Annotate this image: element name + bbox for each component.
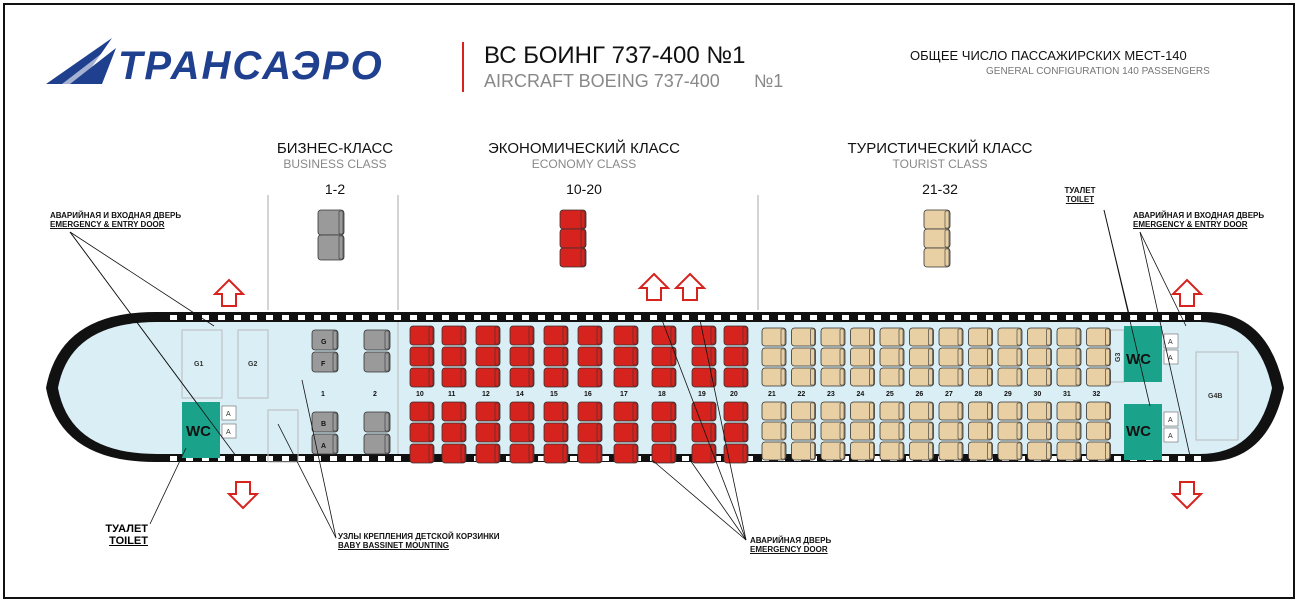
economy-seat[interactable]: [544, 347, 568, 366]
row-number: 32: [1092, 391, 1101, 398]
tourist-seat[interactable]: [1087, 442, 1111, 460]
window: [346, 456, 353, 461]
row-number: 12: [482, 391, 490, 398]
economy-seat[interactable]: [476, 444, 500, 463]
note-en: EMERGENCY DOOR: [750, 545, 828, 554]
tourist-seat[interactable]: [792, 442, 816, 460]
window: [378, 456, 385, 461]
window: [954, 315, 961, 320]
economy-seat[interactable]: [692, 444, 716, 463]
window: [1162, 456, 1169, 461]
tourist-seat[interactable]: [880, 368, 904, 386]
window: [346, 315, 353, 320]
row-number: 28: [974, 391, 983, 398]
tourist-seat[interactable]: [939, 348, 963, 366]
row-number: 11: [448, 391, 456, 398]
wc-label: WC: [1126, 351, 1151, 368]
window: [714, 315, 721, 320]
row-number: 17: [620, 391, 628, 398]
tourist-seat[interactable]: [910, 328, 934, 346]
attendant-seat-label: A: [1168, 339, 1173, 346]
window: [922, 315, 929, 320]
tourist-seat[interactable]: [969, 348, 993, 366]
tourist-seat[interactable]: [792, 422, 816, 440]
tourist-seat[interactable]: [1057, 348, 1081, 366]
economy-seat[interactable]: [724, 347, 748, 366]
class-name-en: ECONOMY CLASS: [531, 157, 637, 171]
tourist-seat[interactable]: [910, 402, 934, 420]
window: [234, 315, 241, 320]
window: [1034, 315, 1041, 320]
window: [442, 315, 449, 320]
economy-seat[interactable]: [692, 423, 716, 442]
row-number: 27: [945, 391, 953, 398]
tourist-seat[interactable]: [792, 328, 816, 346]
tourist-seat[interactable]: [880, 422, 904, 440]
window: [506, 315, 513, 320]
economy-seat[interactable]: [652, 444, 676, 463]
economy-seat[interactable]: [476, 423, 500, 442]
tourist-seat[interactable]: [762, 348, 786, 366]
tourist-seat[interactable]: [821, 422, 845, 440]
legend-seat[interactable]: [318, 210, 344, 235]
tourist-seat[interactable]: [998, 328, 1022, 346]
tourist-seat[interactable]: [880, 348, 904, 366]
logo-text: ТРАНСАЭРО: [118, 44, 384, 88]
class-rows: 1-2: [324, 181, 346, 197]
tourist-seat[interactable]: [851, 368, 875, 386]
tourist-seat[interactable]: [1087, 328, 1111, 346]
window: [986, 315, 993, 320]
class-name-ru: БИЗНЕС-КЛАСС: [276, 140, 394, 157]
title-en-suffix: №1: [754, 71, 784, 91]
attendant-seat-label: A: [226, 411, 231, 418]
window: [1002, 315, 1009, 320]
window: [1114, 315, 1121, 320]
tourist-seat[interactable]: [939, 442, 963, 460]
galley-label: G2: [248, 361, 258, 368]
tourist-seat[interactable]: [880, 328, 904, 346]
tourist-seat[interactable]: [998, 368, 1022, 386]
tourist-seat[interactable]: [851, 402, 875, 420]
exit-arrow-up-icon: [676, 274, 704, 300]
window: [474, 315, 481, 320]
tourist-seat[interactable]: [880, 402, 904, 420]
economy-seat[interactable]: [544, 326, 568, 345]
economy-seat[interactable]: [614, 423, 638, 442]
row-number: 16: [584, 391, 592, 398]
business-seat[interactable]: [364, 352, 390, 372]
window: [1018, 315, 1025, 320]
note-ru: УЗЛЫ КРЕПЛЕНИЯ ДЕТСКОЙ КОРЗИНКИ: [338, 532, 500, 541]
economy-seat[interactable]: [544, 444, 568, 463]
window: [586, 315, 593, 320]
window: [330, 315, 337, 320]
economy-seat[interactable]: [652, 423, 676, 442]
economy-seat[interactable]: [510, 423, 534, 442]
attendant-seat-label: A: [226, 429, 231, 436]
row-number: 23: [827, 391, 835, 398]
window: [314, 315, 321, 320]
economy-seat[interactable]: [652, 368, 676, 387]
economy-seat[interactable]: [410, 347, 434, 366]
tourist-seat[interactable]: [1028, 442, 1052, 460]
tourist-seat[interactable]: [910, 442, 934, 460]
economy-seat[interactable]: [510, 444, 534, 463]
window: [378, 315, 385, 320]
window: [170, 456, 177, 461]
tourist-seat[interactable]: [851, 328, 875, 346]
exit-arrow-up-icon: [215, 280, 243, 306]
exit-arrow-down-icon: [1173, 482, 1201, 508]
tourist-seat[interactable]: [998, 422, 1022, 440]
tourist-seat[interactable]: [969, 442, 993, 460]
economy-seat[interactable]: [692, 347, 716, 366]
window: [282, 315, 289, 320]
window: [522, 315, 529, 320]
window: [298, 315, 305, 320]
window: [250, 456, 257, 461]
window: [1098, 315, 1105, 320]
tourist-seat[interactable]: [792, 402, 816, 420]
economy-seat[interactable]: [442, 423, 466, 442]
window: [634, 315, 641, 320]
note-en: EMERGENCY & ENTRY DOOR: [1133, 220, 1248, 229]
window: [218, 315, 225, 320]
tourist-seat[interactable]: [1087, 348, 1111, 366]
tourist-seat[interactable]: [910, 422, 934, 440]
tourist-seat[interactable]: [1028, 368, 1052, 386]
window: [170, 315, 177, 320]
row-number: 30: [1033, 391, 1042, 398]
window: [458, 315, 465, 320]
tourist-seat[interactable]: [1028, 422, 1052, 440]
economy-seat[interactable]: [614, 326, 638, 345]
note-ru: АВАРИЙНАЯ И ВХОДНАЯ ДВЕРЬ: [50, 211, 182, 220]
class-name-en: TOURIST CLASS: [892, 157, 988, 171]
window: [1178, 456, 1185, 461]
window: [362, 315, 369, 320]
economy-seat[interactable]: [442, 402, 466, 421]
legend-seat[interactable]: [560, 248, 586, 267]
tourist-seat[interactable]: [1057, 402, 1081, 420]
window: [1194, 456, 1201, 461]
seat-letter: G: [321, 339, 327, 346]
window: [266, 315, 273, 320]
row-number: 1: [321, 391, 325, 398]
legend-seat[interactable]: [318, 235, 344, 260]
tourist-seat[interactable]: [939, 422, 963, 440]
galley-label: G4B: [1208, 393, 1223, 400]
window: [1050, 315, 1057, 320]
economy-seat[interactable]: [442, 326, 466, 345]
tourist-seat[interactable]: [910, 348, 934, 366]
row-number: 15: [550, 391, 558, 398]
economy-seat[interactable]: [544, 402, 568, 421]
tourist-seat[interactable]: [1028, 348, 1052, 366]
window: [762, 315, 769, 320]
economy-seat[interactable]: [724, 402, 748, 421]
window: [554, 315, 561, 320]
window: [490, 315, 497, 320]
economy-seat[interactable]: [652, 347, 676, 366]
window: [394, 315, 401, 320]
window: [810, 315, 817, 320]
class-name-ru: ЭКОНОМИЧЕСКИЙ КЛАСС: [487, 140, 681, 157]
economy-seat[interactable]: [410, 326, 434, 345]
tourist-seat[interactable]: [969, 328, 993, 346]
window: [250, 315, 257, 320]
economy-seat[interactable]: [410, 402, 434, 421]
wc-label: WC: [1126, 423, 1151, 440]
window: [1146, 315, 1153, 320]
note-ru: ТУАЛЕТ: [1064, 186, 1096, 195]
window: [330, 456, 337, 461]
economy-seat[interactable]: [614, 402, 638, 421]
business-seat[interactable]: [364, 330, 390, 350]
tourist-seat[interactable]: [998, 348, 1022, 366]
attendant-seat-label: A: [1168, 355, 1173, 362]
economy-seat[interactable]: [724, 326, 748, 345]
window: [730, 315, 737, 320]
title-ru: ВС БОИНГ 737-400 №1: [484, 42, 746, 69]
window: [1082, 315, 1089, 320]
economy-seat[interactable]: [578, 402, 602, 421]
row-number: 10: [416, 391, 424, 398]
window: [234, 456, 241, 461]
window: [746, 315, 753, 320]
window: [266, 456, 273, 461]
class-name-en: BUSINESS CLASS: [283, 157, 387, 171]
exit-arrow-up-icon: [1173, 280, 1201, 306]
economy-seat[interactable]: [442, 368, 466, 387]
row-number: 24: [856, 391, 865, 398]
tourist-seat[interactable]: [1087, 422, 1111, 440]
window: [426, 315, 433, 320]
economy-seat[interactable]: [692, 326, 716, 345]
economy-seat[interactable]: [614, 368, 638, 387]
tourist-seat[interactable]: [939, 328, 963, 346]
economy-seat[interactable]: [510, 402, 534, 421]
row-number: 25: [886, 391, 894, 398]
note-ru: ТУАЛЕТ: [105, 523, 148, 535]
economy-seat[interactable]: [510, 347, 534, 366]
window: [906, 315, 913, 320]
tourist-seat[interactable]: [762, 442, 786, 460]
window: [778, 315, 785, 320]
tourist-seat[interactable]: [851, 422, 875, 440]
window: [858, 315, 865, 320]
row-number: 29: [1004, 391, 1012, 398]
tourist-seat[interactable]: [910, 368, 934, 386]
legend-seat[interactable]: [560, 210, 586, 229]
title-en: AIRCRAFT BOEING 737-400: [484, 71, 720, 91]
tourist-seat[interactable]: [821, 348, 845, 366]
window: [410, 315, 417, 320]
window: [1066, 315, 1073, 320]
window: [890, 315, 897, 320]
window: [842, 315, 849, 320]
galley-label: G3: [1115, 352, 1122, 362]
window: [538, 315, 545, 320]
attendant-seat-label: A: [1168, 433, 1173, 440]
tourist-seat[interactable]: [821, 368, 845, 386]
economy-seat[interactable]: [476, 347, 500, 366]
tourist-seat[interactable]: [762, 422, 786, 440]
class-name-ru: ТУРИСТИЧЕСКИЙ КЛАСС: [847, 140, 1033, 157]
note-en: EMERGENCY & ENTRY DOOR: [50, 220, 165, 229]
row-number: 19: [698, 391, 706, 398]
window: [826, 315, 833, 320]
window: [650, 315, 657, 320]
row-number: 20: [730, 391, 738, 398]
window: [602, 315, 609, 320]
row-number: 14: [516, 391, 524, 398]
note-ru: АВАРИЙНАЯ ДВЕРЬ: [750, 536, 832, 545]
tourist-seat[interactable]: [998, 442, 1022, 460]
economy-seat[interactable]: [544, 368, 568, 387]
legend-seat[interactable]: [924, 229, 950, 248]
window: [394, 456, 401, 461]
window: [938, 315, 945, 320]
tourist-seat[interactable]: [939, 402, 963, 420]
window: [570, 315, 577, 320]
economy-seat[interactable]: [510, 326, 534, 345]
economy-seat[interactable]: [652, 326, 676, 345]
config-ru: ОБЩЕЕ ЧИСЛО ПАССАЖИРСКИХ МЕСТ-140: [910, 48, 1187, 63]
tourist-seat[interactable]: [1087, 368, 1111, 386]
seat-letter: B: [321, 421, 327, 428]
window: [698, 315, 705, 320]
note-ru: АВАРИЙНАЯ И ВХОДНАЯ ДВЕРЬ: [1133, 211, 1265, 220]
window: [1162, 315, 1169, 320]
row-number: 21: [768, 391, 776, 398]
window: [602, 456, 609, 461]
legend-seat[interactable]: [924, 248, 950, 267]
economy-seat[interactable]: [724, 423, 748, 442]
economy-seat[interactable]: [442, 444, 466, 463]
tourist-seat[interactable]: [792, 348, 816, 366]
tourist-seat[interactable]: [821, 442, 845, 460]
economy-seat[interactable]: [544, 423, 568, 442]
window: [1130, 315, 1137, 320]
economy-seat[interactable]: [476, 368, 500, 387]
tourist-seat[interactable]: [821, 402, 845, 420]
window: [362, 456, 369, 461]
tourist-seat[interactable]: [821, 328, 845, 346]
economy-seat[interactable]: [614, 444, 638, 463]
window: [682, 456, 689, 461]
tourist-seat[interactable]: [1087, 402, 1111, 420]
window: [794, 315, 801, 320]
window: [666, 315, 673, 320]
tourist-seat[interactable]: [762, 368, 786, 386]
tourist-seat[interactable]: [851, 442, 875, 460]
economy-seat[interactable]: [578, 444, 602, 463]
tourist-seat[interactable]: [792, 368, 816, 386]
exit-arrow-down-icon: [229, 482, 257, 508]
economy-seat[interactable]: [510, 368, 534, 387]
tourist-seat[interactable]: [1028, 402, 1052, 420]
economy-seat[interactable]: [692, 402, 716, 421]
row-number: 18: [658, 391, 666, 398]
business-seat[interactable]: [364, 412, 390, 432]
note-en: TOILET: [1065, 195, 1095, 204]
legend-seat[interactable]: [924, 210, 950, 229]
tourist-seat[interactable]: [851, 348, 875, 366]
economy-seat[interactable]: [578, 347, 602, 366]
tourist-seat[interactable]: [969, 402, 993, 420]
window: [874, 315, 881, 320]
window: [186, 315, 193, 320]
tourist-seat[interactable]: [1057, 442, 1081, 460]
exit-arrow-up-icon: [640, 274, 668, 300]
window: [970, 315, 977, 320]
economy-seat[interactable]: [652, 402, 676, 421]
business-seat[interactable]: [364, 434, 390, 454]
tourist-seat[interactable]: [939, 368, 963, 386]
seat-letter: F: [321, 361, 326, 368]
class-rows: 21-32: [922, 181, 958, 197]
economy-seat[interactable]: [578, 423, 602, 442]
wc-label: WC: [186, 423, 211, 440]
economy-seat[interactable]: [442, 347, 466, 366]
legend-seat[interactable]: [560, 229, 586, 248]
tourist-seat[interactable]: [1057, 328, 1081, 346]
tourist-seat[interactable]: [998, 402, 1022, 420]
galley-label: G1: [194, 361, 204, 368]
tourist-seat[interactable]: [1028, 328, 1052, 346]
window: [618, 315, 625, 320]
tourist-seat[interactable]: [969, 368, 993, 386]
window: [682, 315, 689, 320]
window: [1194, 315, 1201, 320]
tourist-seat[interactable]: [969, 422, 993, 440]
config-en: GENERAL CONFIGURATION 140 PASSENGERS: [986, 66, 1210, 77]
tourist-seat[interactable]: [1057, 422, 1081, 440]
seat-letter: A: [321, 443, 327, 450]
economy-seat[interactable]: [476, 402, 500, 421]
economy-seat[interactable]: [410, 444, 434, 463]
economy-seat[interactable]: [614, 347, 638, 366]
economy-seat[interactable]: [724, 368, 748, 387]
tourist-seat[interactable]: [762, 328, 786, 346]
economy-seat[interactable]: [410, 368, 434, 387]
row-number: 2: [373, 391, 377, 398]
economy-seat[interactable]: [578, 368, 602, 387]
row-number: 22: [797, 391, 806, 398]
window: [282, 456, 289, 461]
row-number: 31: [1063, 391, 1071, 398]
attendant-seat-label: A: [1168, 417, 1173, 424]
window: [1114, 456, 1121, 461]
class-rows: 10-20: [566, 181, 602, 197]
window: [314, 456, 321, 461]
economy-seat[interactable]: [410, 423, 434, 442]
economy-seat[interactable]: [476, 326, 500, 345]
window: [298, 456, 305, 461]
tourist-seat[interactable]: [1057, 368, 1081, 386]
note-en: TOILET: [109, 535, 148, 547]
economy-seat[interactable]: [578, 326, 602, 345]
note-en: BABY BASSINET MOUNTING: [338, 541, 449, 550]
tourist-seat[interactable]: [880, 442, 904, 460]
row-number: 26: [915, 391, 924, 398]
tourist-seat[interactable]: [762, 402, 786, 420]
window: [570, 456, 577, 461]
